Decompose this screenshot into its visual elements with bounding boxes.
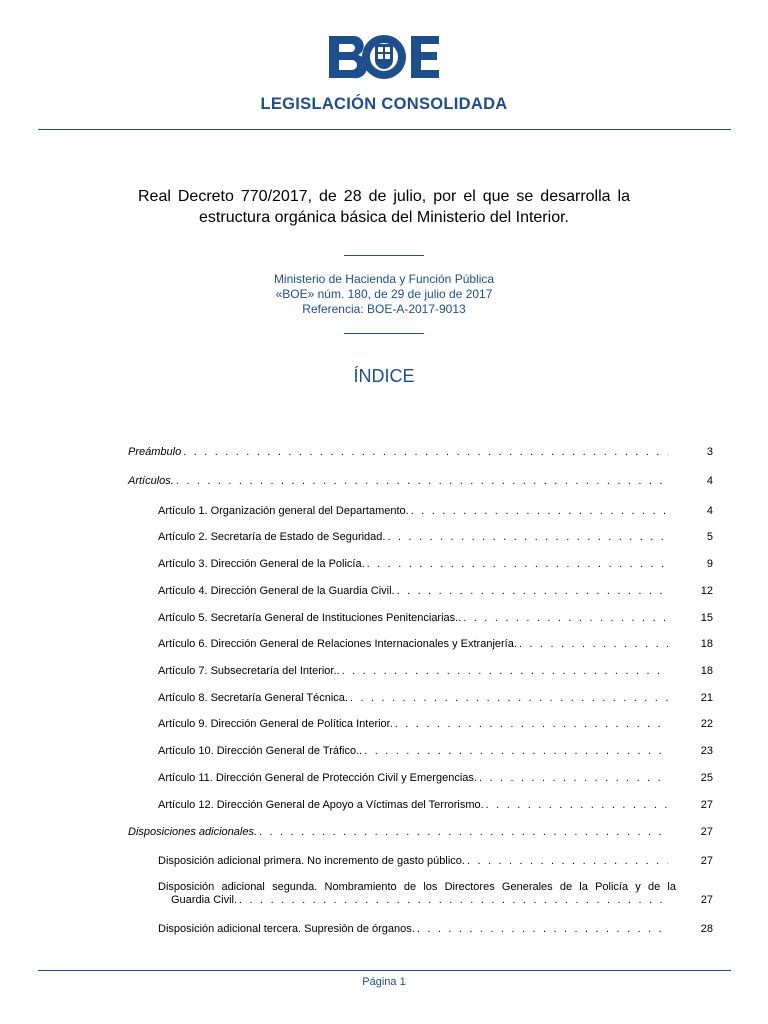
toc-entry-label: Artículo 10. Dirección General de Tráfico.. [158, 745, 363, 757]
toc-entry-page: 9 [706, 558, 713, 570]
page-number: Página 1 [362, 976, 406, 988]
dot-leader [176, 475, 668, 488]
toc-entry-page: 21 [700, 692, 713, 704]
toc-entry-label: Artículo 5. Secretaría General de Instituciones Penitenciarias.. [158, 612, 462, 624]
toc-entry-page: 18 [700, 638, 713, 650]
toc-entry[interactable] [158, 638, 713, 651]
toc-entry[interactable] [158, 772, 713, 785]
toc-entry[interactable] [158, 799, 713, 812]
toc-entry-page: 27 [700, 826, 713, 838]
document-title: Real Decreto 770/2017, de 28 de julio, por el que se desarrolla la estructura orgánica básica del Ministerio del Interior. [138, 188, 630, 226]
toc-entry[interactable] [128, 446, 713, 459]
toc-entry-page: 4 [706, 505, 713, 517]
toc-entry-page: 25 [700, 772, 713, 784]
toc-entry-label: Artículo 3. Dirección General de la Policía. [158, 558, 365, 570]
toc-entry-label: Artículo 2. Secretaría de Estado de Seguridad. [158, 531, 386, 543]
toc-entry-label: Artículo 9. Dirección General de Política Interior. [158, 718, 393, 730]
dot-leader [367, 558, 668, 571]
toc-entry-page: 5 [706, 531, 713, 543]
toc-entry-label: Artículo 12. Dirección General de Apoyo a Víctimas del Terrorismo. [158, 799, 484, 811]
toc-entry-page: 15 [700, 612, 713, 624]
toc-entry-page: 4 [706, 475, 713, 487]
toc-entry[interactable] [158, 665, 713, 678]
dot-leader [411, 505, 668, 518]
index-heading: ÍNDICE [353, 366, 415, 386]
toc-entry[interactable] [158, 505, 713, 518]
toc-entry-page: 27 [700, 894, 713, 906]
dot-leader [519, 638, 668, 651]
toc-entry-label: Preámbulo [128, 446, 182, 458]
toc-entry[interactable] [158, 612, 713, 625]
dot-leader [486, 799, 668, 812]
toc-entry-page: 27 [700, 855, 713, 867]
dot-leader [395, 718, 668, 731]
dot-leader [463, 612, 668, 625]
toc-entry[interactable] [158, 855, 713, 868]
reference-line: Referencia: BOE-A-2017-9013 [302, 302, 466, 316]
dot-leader [467, 855, 668, 868]
toc-entry-label: Disposición adicional tercera. Supresión de órganos. [158, 923, 415, 935]
toc-entry[interactable] [158, 531, 713, 544]
dot-leader [183, 446, 668, 459]
toc-entry-label: Artículo 4. Dirección General de la Guardia Civil. [158, 585, 395, 597]
toc-entry-page: 23 [700, 745, 713, 757]
toc-entry-page: 3 [706, 446, 713, 458]
dot-leader [342, 665, 668, 678]
dot-leader [387, 531, 668, 544]
toc-entry-label: Disposición adicional primera. No incremento de gasto público. [158, 855, 465, 867]
toc-entry-page: 28 [700, 923, 713, 935]
toc-entry-label: Artículos. [128, 475, 174, 487]
toc-entry[interactable] [158, 745, 713, 758]
toc-entry-label: Artículo 8. Secretaría General Técnica. [158, 692, 348, 704]
toc-entry-label: Artículo 11. Dirección General de Protección Civil y Emergencias. [158, 772, 477, 784]
toc-entry[interactable] [158, 692, 713, 705]
toc-entry-page: 12 [700, 585, 713, 597]
toc-entry-page: 18 [700, 665, 713, 677]
toc-entry[interactable] [158, 585, 713, 598]
dot-leader [397, 585, 668, 598]
footer-divider [38, 970, 731, 971]
dot-leader [479, 772, 668, 785]
ministry-line: Ministerio de Hacienda y Función Pública [273, 272, 495, 286]
toc-entry-label: Artículo 1. Organización general del Departamento. [158, 505, 409, 517]
toc-entry[interactable] [158, 923, 713, 936]
toc-entry[interactable] [128, 475, 713, 488]
toc-entry[interactable] [128, 826, 713, 839]
toc-entry[interactable] [158, 558, 713, 571]
toc-entry-page: 22 [700, 718, 713, 730]
dot-leader [417, 923, 668, 936]
dot-leader [364, 745, 668, 758]
dot-leader [350, 692, 668, 705]
toc-entry[interactable] [158, 881, 713, 907]
toc-entry-label: Disposición adicional segunda. Nombramiento de los Directores Generales de la Policía y de la [158, 881, 676, 893]
publication-line: «BOE» núm. 180, de 29 de julio de 2017 [275, 287, 493, 301]
toc-entry-label: Disposiciones adicionales. [128, 826, 258, 838]
toc-entry[interactable] [158, 718, 713, 731]
toc-entry-label: Artículo 7. Subsecretaría del Interior.. [158, 665, 340, 677]
toc-entry-label: Artículo 6. Dirección General de Relaciones Internacionales y Extranjería. [158, 638, 517, 650]
toc-entry-page: 27 [700, 799, 713, 811]
dot-leader [239, 894, 668, 907]
document-type-heading: LEGISLACIÓN CONSOLIDADA [260, 95, 508, 113]
dot-leader [259, 826, 668, 839]
toc-entry-label-continuation: Guardia Civil. [171, 894, 238, 906]
